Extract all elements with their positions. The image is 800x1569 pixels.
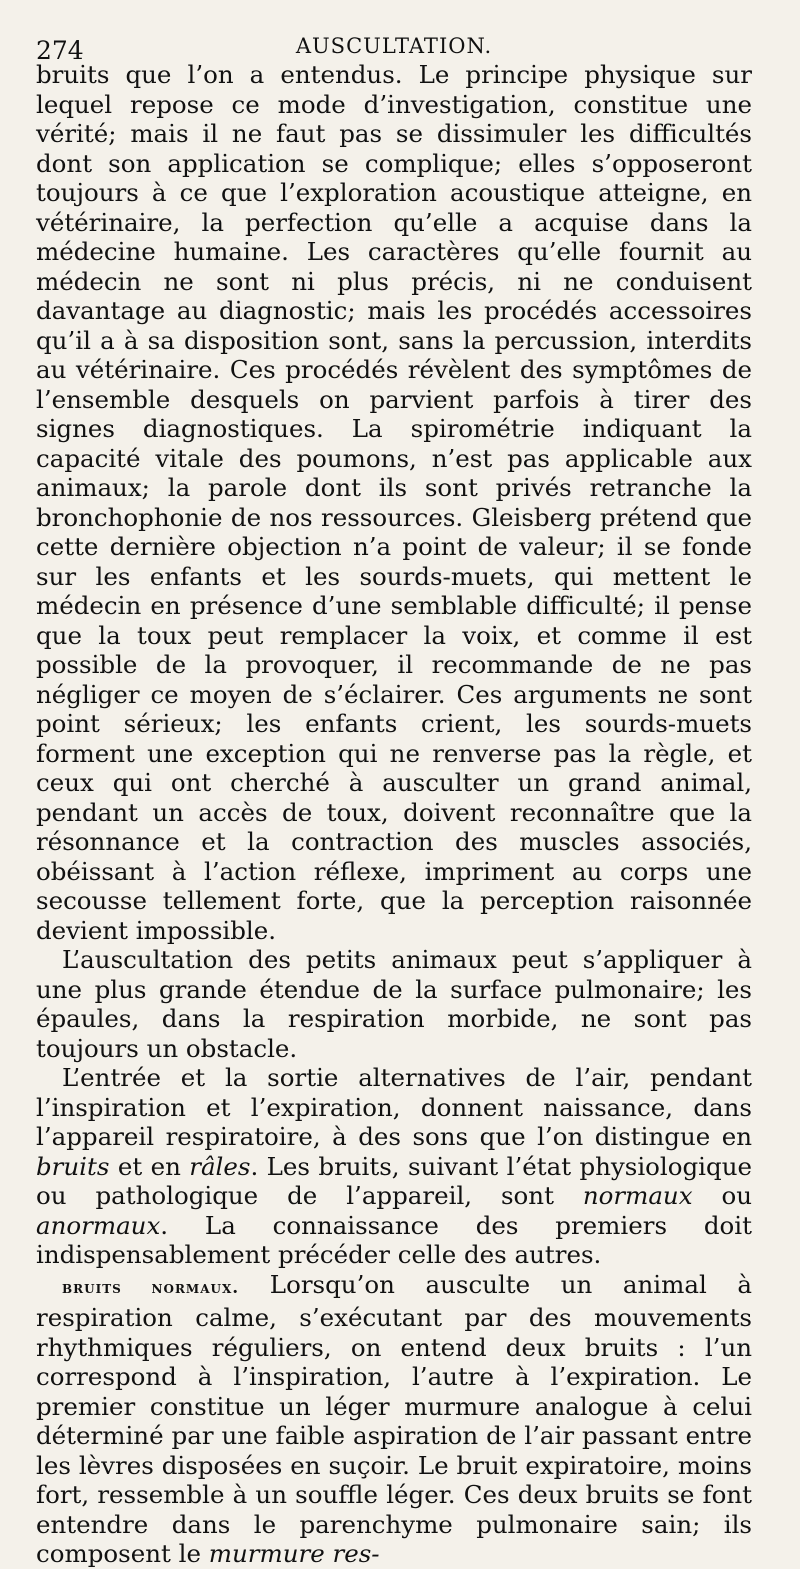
term-anormaux: anormaux [36,1210,161,1240]
paragraph-4 [36,1270,752,1569]
term-normaux: normaux [582,1181,693,1210]
paragraph-3-text-e: . La connaissance des premiers doit indispensablement précéder celle des autres. [36,1210,752,1269]
page-number: 274 [36,36,84,65]
section-heading-bruits-normaux: bruits normaux. [62,1277,240,1298]
paragraph-2: L’auscultation des petits animaux peut s’appliquer à une plus grande étendue de la surface pulmonaire; les épaules, dans la respiration morbide, ne sont pas toujours un obstacle. [36,945,752,1063]
running-title: AUSCULTATION. [295,34,493,58]
page-header [36,22,752,65]
term-murmure-respiratoire: murmure res- [208,1539,380,1568]
paragraph-3-text-b: et en [109,1151,190,1181]
term-rales: râles [189,1151,251,1181]
paragraph-1: bruits que l’on a entendus. Le principe physique sur lequel repose ce mode d’investigation, constitue une vérité; mais il ne faut pas se dissimuler les difficultés dont son application se complique; elles s’opposeront toujours à ce que l’exploration acoustique atteigne, en vétérinaire, la perfection qu’elle a acquise dans la médecine humaine. Les caractères qu’elle fournit au médecin ne sont ni plus précis, ni ne conduisent davantage au diagnostic; mais les procédés accessoires qu’il a à sa disposition sont, sans la percussion, interdits au vétérinaire. Ces procédés révèlent des symptômes de l’ensemble desquels on parvient parfois à tirer des signes diagnostiques. La spirométrie indiquant la capacité vitale des poumons, n’est pas applicable aux animaux; la parole dont ils sont privés retranche la bronchophonie de nos ressources. Gleisberg prétend que cette dernière objection n’a point de valeur; il se fonde sur les enfants et les sourds-muets, qui mettent le médecin en présence d’une semblable difficulté; il pense que la toux peut remplacer la voix, et comme il est possible de la provoquer, il recommande de ne pas négliger ce moyen de s’éclairer. Ces arguments ne sont point sérieux; les enfants crient, les sourds-muets forment une exception qui ne renverse pas la règle, et ceux qui ont cherché à ausculter un grand animal, pendant un accès de toux, doivent reconnaître que la résonnance et la contraction des muscles associés, obéissant à l’action réflexe, impriment au corps une secousse tellement forte, que la perception raisonnée devient impossible. [36,60,752,945]
paragraph-3-text-a: L’entrée et la sortie alternatives de l’air, pendant l’inspiration et l’expiration, donnent naissance, dans l’appareil respiratoire, à des sons que l’on distingue en [36,1063,752,1151]
paragraph-3-text-d: ou [692,1181,752,1210]
paragraph-3-text-c: . Les bruits, suivant l’état physiologique ou pathologique de l’appareil, sont [36,1151,752,1210]
paragraph-4-text: Lorsqu’on ausculte un animal à respiration calme, s’exécutant par des mouvements rhythmiques réguliers, on entend deux bruits : l’un correspond à l’inspiration, l’autre à l’expiration. Le premier constitue un léger murmure analogue à celui déterminé par une faible aspiration de l’air passant entre les lèvres disposées en suçoir. Le bruit expiratoire, moins fort, ressemble à un souffle léger. Ces deux bruits se font entendre dans le parenchyme pulmonaire sain; ils composent le [36,1269,752,1568]
term-bruits: bruits [36,1151,110,1181]
paragraph-3 [36,1063,752,1270]
